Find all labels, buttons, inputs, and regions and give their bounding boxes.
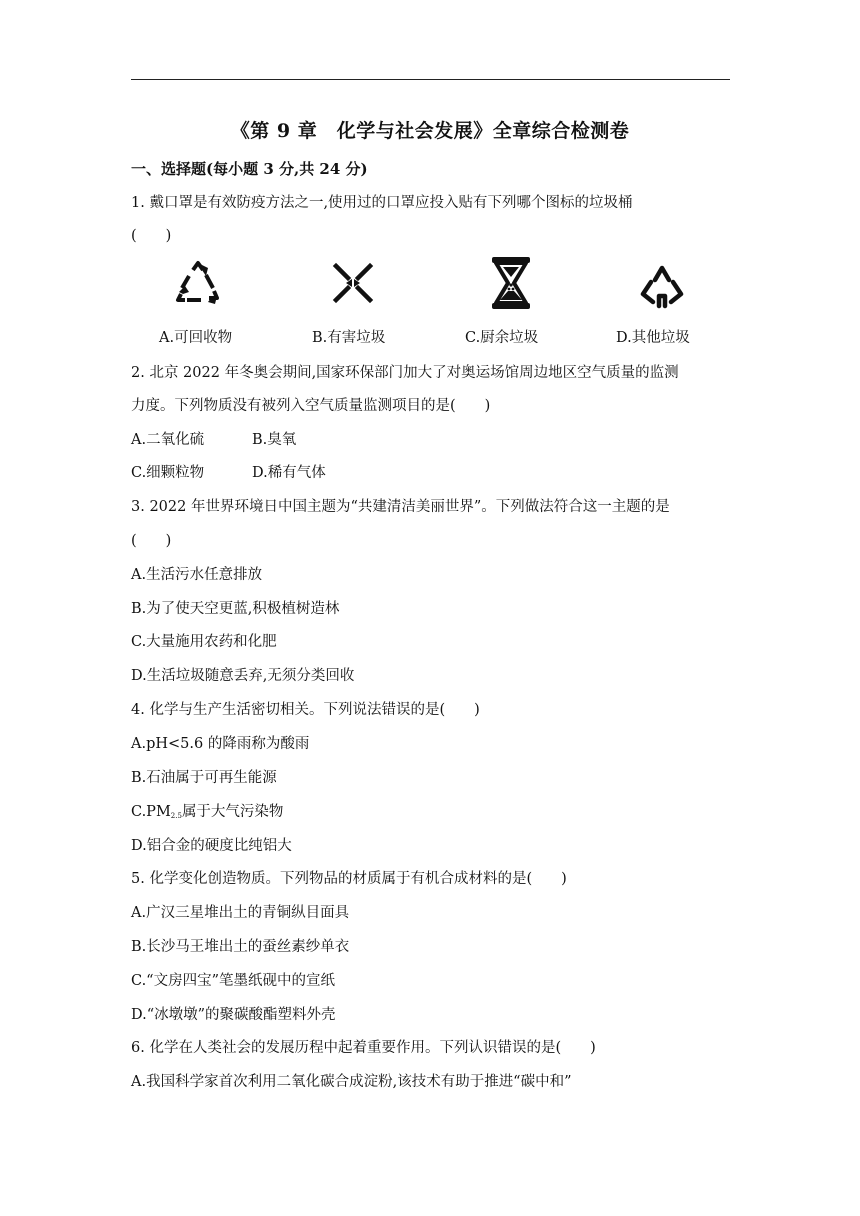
q4-option-a: A.pH<5.6 的降雨称为酸雨 bbox=[131, 736, 310, 752]
q4-option-b: B.石油属于可再生能源 bbox=[131, 770, 277, 786]
q6-option-a: A.我国科学家首次利用二氧化碳合成淀粉,该技术有助于推进“碳中和” bbox=[131, 1074, 572, 1090]
q3-option-c: C.大量施用农药和化肥 bbox=[131, 634, 277, 650]
recyclable-icon bbox=[173, 258, 223, 308]
kitchen-waste-icon bbox=[486, 255, 536, 311]
page-title: 《第 9 章 化学与社会发展》全章综合检测卷 bbox=[230, 120, 630, 142]
q2-option-a: A.二氧化硫 bbox=[131, 432, 205, 448]
q6-stem: 6. 化学在人类社会的发展历程中起着重要作用。下列认识错误的是( ) bbox=[131, 1040, 596, 1056]
q3-stem: 3. 2022 年世界环境日中国主题为“共建清洁美丽世界”。下列做法符合这一主题的是 bbox=[131, 499, 670, 515]
q4-option-c-prefix: C.PM bbox=[131, 804, 171, 820]
q2-option-c: C.细颗粒物 bbox=[131, 465, 205, 481]
q2-stem-line2: 力度。下列物质没有被列入空气质量监测项目的是( ) bbox=[131, 398, 491, 414]
q5-option-a: A.广汉三星堆出土的青铜纵目面具 bbox=[131, 905, 350, 921]
q2-stem-line1: 2. 北京 2022 年冬奥会期间,国家环保部门加大了对奥运场馆周边地区空气质量的监测 bbox=[131, 365, 679, 381]
q5-option-d: D.“冰墩墩”的聚碳酸酯塑料外壳 bbox=[131, 1007, 336, 1023]
q2-option-d: D.稀有气体 bbox=[252, 465, 326, 481]
q3-option-b: B.为了使天空更蓝,积极植树造林 bbox=[131, 601, 340, 617]
q1-stem: 1. 戴口罩是有效防疫方法之一,使用过的口罩应投入贴有下列哪个图标的垃圾桶 bbox=[131, 195, 633, 211]
q1-option-d: D.其他垃圾 bbox=[616, 330, 690, 346]
q5-stem: 5. 化学变化创造物质。下列物品的材质属于有机合成材料的是( ) bbox=[131, 871, 567, 887]
other-waste-icon bbox=[637, 262, 687, 312]
q4-stem: 4. 化学与生产生活密切相关。下列说法错误的是( ) bbox=[131, 702, 480, 718]
header-rule bbox=[131, 79, 730, 80]
q1-answer-paren: ( ) bbox=[131, 228, 172, 244]
q5-option-b: B.长沙马王堆出土的蚕丝素纱单衣 bbox=[131, 939, 350, 955]
q1-option-b: B.有害垃圾 bbox=[312, 330, 386, 346]
q3-option-d: D.生活垃圾随意丢弃,无须分类回收 bbox=[131, 668, 355, 684]
q2-option-b: B.臭氧 bbox=[252, 432, 297, 448]
q1-option-a: A.可回收物 bbox=[159, 330, 233, 346]
section-heading: 一、选择题(每小题 3 分,共 24 分) bbox=[131, 160, 368, 178]
q4-option-d: D.铝合金的硬度比纯铝大 bbox=[131, 838, 292, 854]
q1-option-c: C.厨余垃圾 bbox=[465, 330, 539, 346]
q3-answer-paren: ( ) bbox=[131, 533, 172, 549]
q5-option-c: C.“文房四宝”笔墨纸砚中的宣纸 bbox=[131, 973, 336, 989]
q4-option-c-text: 属于大气污染物 bbox=[181, 804, 284, 820]
q4-option-c bbox=[131, 800, 283, 821]
hazardous-waste-icon bbox=[328, 258, 378, 308]
q4-option-c-subscript: 2.5 bbox=[170, 812, 182, 820]
q3-option-a: A.生活污水任意排放 bbox=[131, 567, 263, 583]
